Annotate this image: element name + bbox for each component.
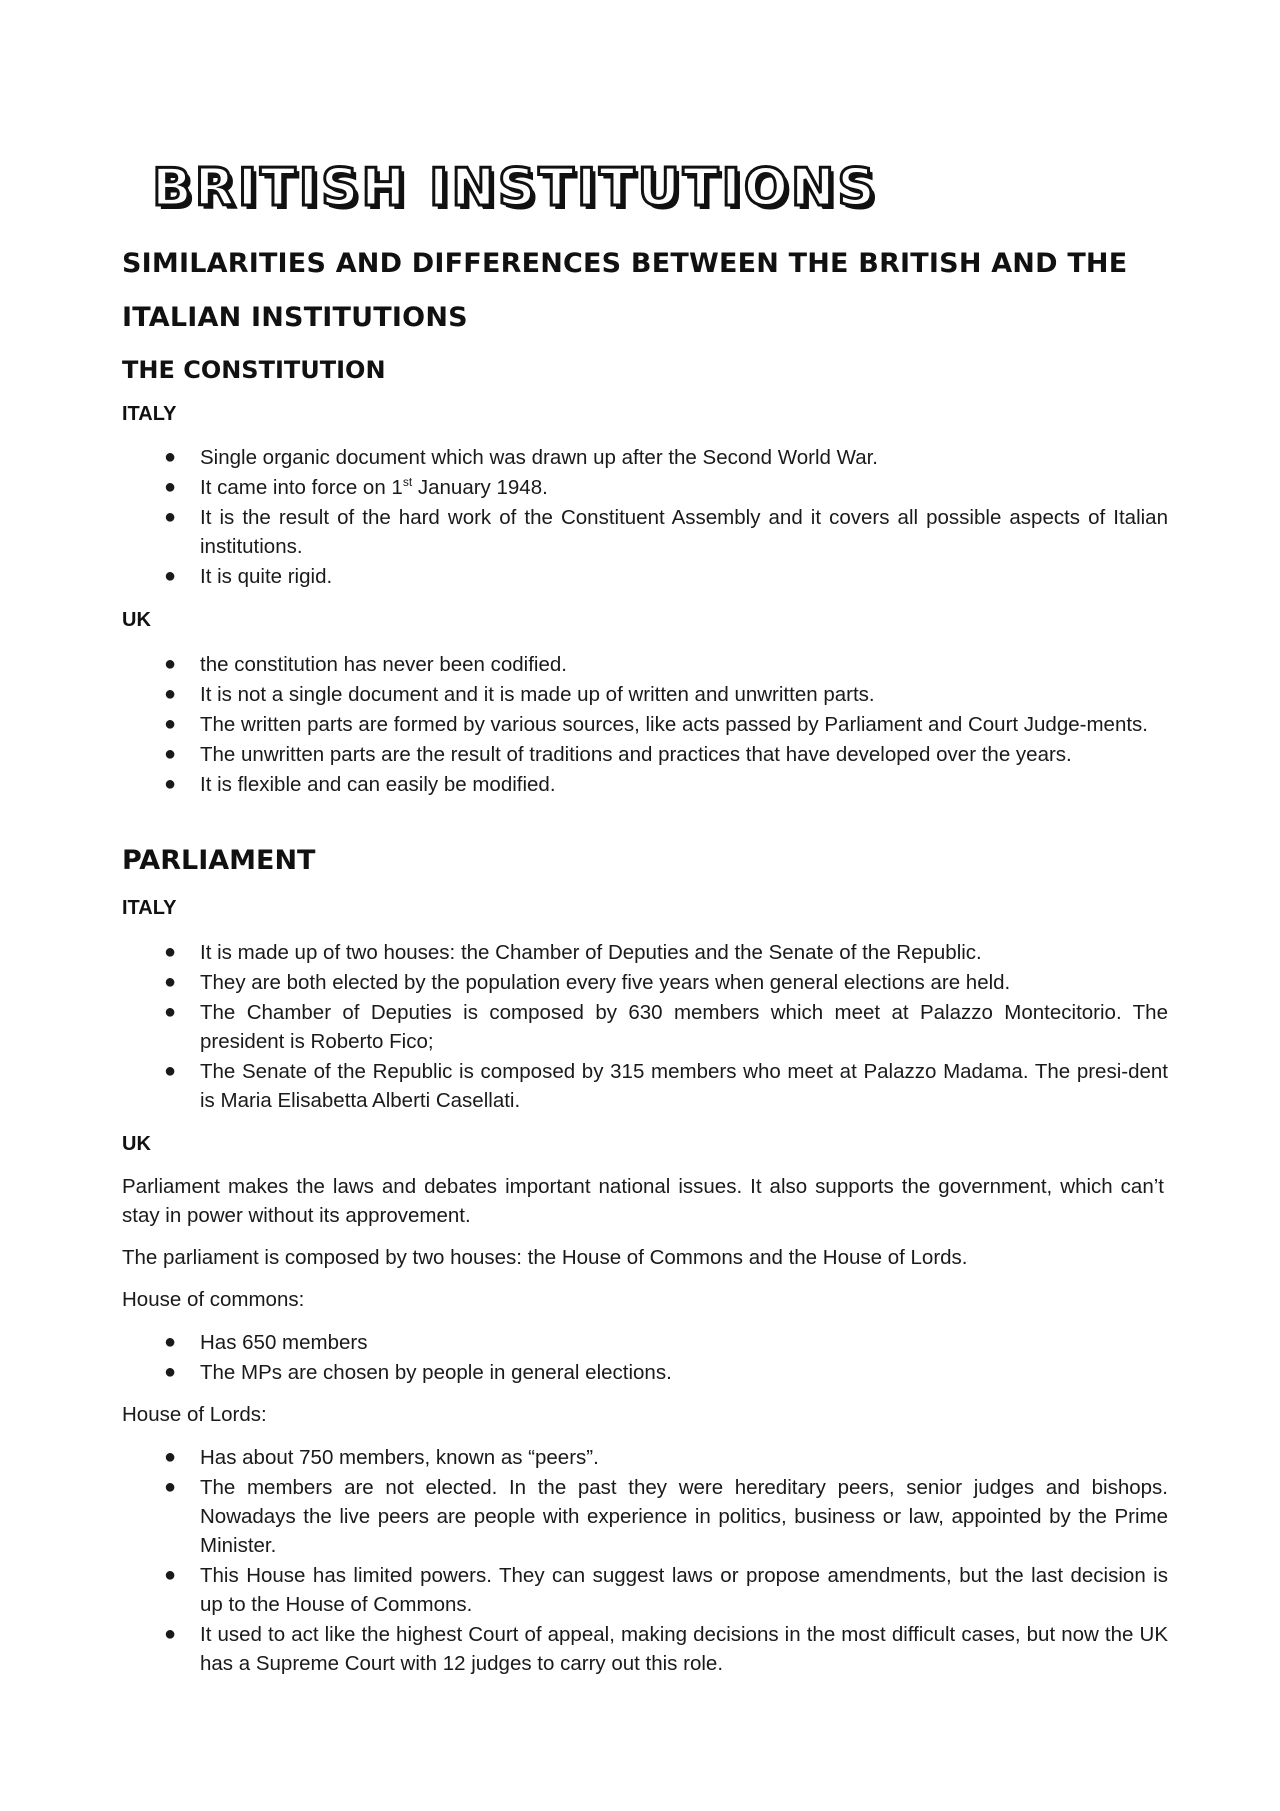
list-item: ● They are both elected by the population every five years when general elections are held.	[0, 968, 1168, 997]
parliament-uk-label: UK	[122, 1133, 151, 1155]
constitution-uk-list	[0, 650, 1168, 800]
bullet-icon: ●	[164, 565, 177, 587]
list-item: ● The unwritten parts are the result of traditions and practices that have developed over the years.	[0, 740, 1168, 769]
list-item: ● The members are not elected. In the past they were hereditary peers, senior judges and bishops. Nowadays the live peers are people with experience in politics, business or law, appointed by the Prime Minister.	[0, 1473, 1168, 1560]
bullet-icon: ●	[164, 1060, 177, 1082]
constitution-uk-label: UK	[122, 609, 151, 631]
list-item: ● the constitution has never been codified.	[0, 650, 1168, 679]
house-of-commons-list	[0, 1328, 1168, 1388]
list-item: ● Single organic document which was drawn up after the Second World War.	[0, 443, 1168, 472]
section-heading-line2: ITALIAN INSTITUTIONS	[122, 302, 468, 333]
list-item: ● Has 650 members	[0, 1328, 1168, 1357]
list-item: ● The written parts are formed by various sources, like acts passed by Parliament and Court Judge-ments.	[0, 710, 1168, 739]
parliament-italy-label: ITALY	[122, 897, 177, 919]
list-item: ● It came into force on 1st January 1948.	[0, 473, 1168, 502]
list-item: ● It is the result of the hard work of the Constituent Assembly and it covers all possible aspects of Italian institutions.	[0, 503, 1168, 561]
bullet-icon: ●	[164, 446, 177, 468]
bullet-icon: ●	[164, 743, 177, 765]
bullet-icon: ●	[164, 941, 177, 963]
bullet-icon: ●	[164, 1446, 177, 1468]
bullet-icon: ●	[164, 1623, 177, 1645]
constitution-italy-label: ITALY	[122, 403, 177, 425]
list-item: ● It used to act like the highest Court of appeal, making decisions in the most difficult cases, but now the UK has a Supreme Court with 12 judges to carry out this role.	[0, 1620, 1168, 1678]
section-heading-line1: SIMILARITIES AND DIFFERENCES BETWEEN THE BRITISH AND THE	[122, 248, 1128, 279]
bullet-icon: ●	[164, 1001, 177, 1023]
parliament-uk-paragraph-2: The parliament is composed by two houses: the House of Commons and the House of Lords.	[122, 1246, 968, 1269]
bullet-icon: ●	[164, 1564, 177, 1586]
list-item: ● It is made up of two houses: the Chamber of Deputies and the Senate of the Republic.	[0, 938, 1168, 967]
list-item: ● Has about 750 members, known as “peers”.	[0, 1443, 1168, 1472]
constitution-heading: THE CONSTITUTION	[122, 356, 386, 384]
bullet-icon: ●	[164, 773, 177, 795]
list-item: ● This House has limited powers. They can suggest laws or propose amendments, but the last decision is up to the House of Commons.	[0, 1561, 1168, 1619]
list-item: ● The MPs are chosen by people in general elections.	[0, 1358, 1168, 1387]
bullet-icon: ●	[164, 1476, 177, 1498]
bullet-icon: ●	[164, 971, 177, 993]
page-title: BRITISH INSTITUTIONS	[152, 158, 878, 218]
bullet-icon: ●	[164, 683, 177, 705]
bullet-icon: ●	[164, 653, 177, 675]
bullet-icon: ●	[164, 1331, 177, 1353]
list-item: ● It is not a single document and it is made up of written and unwritten parts.	[0, 680, 1168, 709]
bullet-icon: ●	[164, 1361, 177, 1383]
parliament-uk-paragraph-1: Parliament makes the laws and debates important national issues. It also supports the government, which can’t stay in power without its approvement.	[122, 1175, 1164, 1227]
house-of-lords-list	[0, 1443, 1168, 1679]
house-of-lords-label: House of Lords:	[122, 1403, 267, 1426]
parliament-heading: PARLIAMENT	[122, 845, 316, 876]
list-item: ● The Senate of the Republic is composed by 315 members who meet at Palazzo Madama. The presi-dent is Maria Elisabetta Alberti Casellati.	[0, 1057, 1168, 1115]
bullet-icon: ●	[164, 713, 177, 735]
bullet-icon: ●	[164, 476, 177, 498]
list-item: ● It is quite rigid.	[0, 562, 1168, 591]
list-item: ● It is flexible and can easily be modified.	[0, 770, 1168, 799]
parliament-italy-list	[0, 938, 1168, 1116]
list-item: ● The Chamber of Deputies is composed by 630 members which meet at Palazzo Montecitorio. The president is Roberto Fico;	[0, 998, 1168, 1056]
bullet-icon: ●	[164, 506, 177, 528]
constitution-italy-list	[0, 443, 1168, 592]
house-of-commons-label: House of commons:	[122, 1288, 305, 1311]
